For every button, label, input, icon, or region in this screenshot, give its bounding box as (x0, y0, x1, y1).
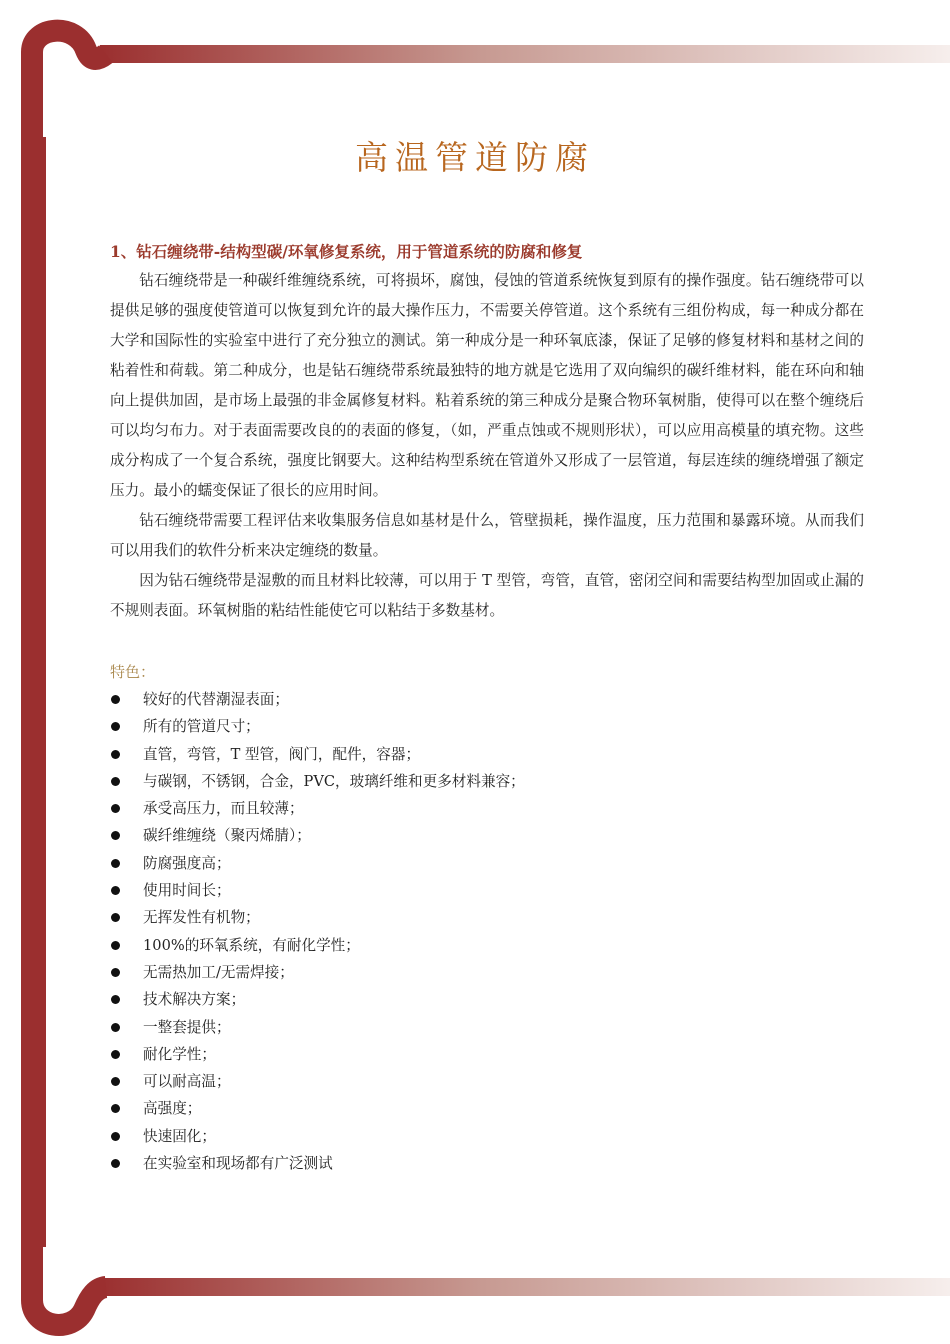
main-content (110, 238, 864, 1177)
list-item (110, 1014, 864, 1041)
bullet-icon (111, 750, 120, 759)
list-item (110, 1123, 864, 1150)
feature-text: 使用时间长； (143, 882, 231, 900)
bullet-icon (111, 968, 120, 977)
bullet-icon (111, 1077, 120, 1086)
list-item (110, 986, 864, 1013)
feature-text: 技术解决方案； (143, 991, 246, 1009)
list-item (110, 1041, 864, 1068)
bullet-icon (111, 831, 120, 840)
list-item (110, 850, 864, 877)
paragraph-2: 钻石缠绕带需要工程评估来收集服务信息如基材是什么，管壁损耗，操作温度，压力范围和暴露环境。从而我们可以用我们的软件分析来决定缠绕的数量。 (110, 512, 864, 559)
bottom-left-curl (32, 1240, 106, 1325)
bullet-icon (111, 1050, 120, 1059)
feature-text: 与碳钢，不锈钢，合金，PVC，玻璃纤维和更多材料兼容； (143, 772, 525, 790)
feature-text: 在实验室和现场都有广泛测试 (143, 1155, 333, 1173)
list-item (110, 877, 864, 904)
bullet-icon (111, 886, 120, 895)
bullet-icon (111, 1132, 120, 1141)
feature-text: 防腐强度高； (143, 854, 231, 872)
bullet-icon (111, 1104, 120, 1113)
bullet-icon (111, 1023, 120, 1032)
paragraph-1: 钻石缠绕带是一种碳纤维缠绕系统，可将损坏，腐蚀，侵蚀的管道系统恢复到原有的操作强度。钻石缠绕带可以提供足够的强度使管道可以恢复到允许的最大操作压力，不需要关停管道。这个系统有三组份构成，每一种成分都在大学和国际性的实验室中进行了充分独立的测试。第一种成分是一种环氧底漆，保证了足够的修复材料和基材之间的粘着性和荷载。第二种成分，也是钻石缠绕带系统最独特的地方就是它选用了双向编织的碳纤维材料，能在环向和轴向上提供加固，是市场上最强的非金属修复材料。粘着系统的第三种成分是聚合物环氧树脂，使得可以在整个缠绕后可以均匀布力。对于表面需要改良的的表面的修复，（如，严重点蚀或不规则形状），可以应用高模量的填充物。这些成分构成了一个复合系统，强度比钢要大。这种结构型系统在管道外又形成了一层管道，每层连续的缠绕增强了额定压力。最小的蠕变保证了很长的应用时间。 (110, 272, 864, 499)
list-item (110, 904, 864, 931)
list-item (110, 822, 864, 849)
bullet-icon (111, 941, 120, 950)
bottom-band (100, 1278, 950, 1296)
feature-text: 无需热加工/无需焊接； (143, 963, 294, 981)
list-item (110, 1150, 864, 1177)
feature-text: 无挥发性有机物； (143, 909, 260, 927)
bullet-icon (111, 777, 120, 786)
bullet-icon (111, 804, 120, 813)
feature-text: 碳纤维缠绕（聚丙烯腈）； (143, 827, 311, 845)
bullet-icon (111, 695, 120, 704)
bullet-icon (111, 722, 120, 731)
feature-text: 较好的代替潮湿表面； (143, 691, 289, 708)
feature-text: 所有的管道尺寸； (143, 718, 260, 736)
list-item (110, 768, 864, 795)
list-item (110, 1095, 864, 1122)
feature-text: 直管，弯管，T 型管，阀门，配件，容器； (143, 745, 421, 763)
feature-text: 耐化学性； (143, 1045, 216, 1063)
page-title: 高温管道防腐 (355, 138, 595, 177)
feature-text: 快速固化； (143, 1127, 216, 1145)
list-item (110, 713, 864, 740)
feature-text: 高强度； (143, 1100, 202, 1118)
list-item (110, 686, 864, 713)
feature-text: 可以耐高温； (143, 1073, 231, 1091)
bullet-icon (111, 913, 120, 922)
feature-text: 承受高压力，而且较薄； (143, 800, 304, 818)
features-list (110, 686, 864, 1177)
top-band (100, 45, 950, 63)
list-item (110, 959, 864, 986)
section-heading: 1、钻石缠绕带-结构型碳/环氧修复系统，用于管道系统的防腐和修复 (110, 242, 583, 261)
bullet-icon (111, 995, 120, 1004)
feature-text: 一整套提供； (143, 1018, 231, 1036)
bullet-icon (111, 1159, 120, 1168)
left-bar (21, 137, 46, 1247)
features-label: 特色： (110, 663, 156, 681)
list-item (110, 1068, 864, 1095)
paragraph-3: 因为钻石缠绕带是湿敷的而且材料比较薄，可以用于 T 型管，弯管，直管，密闭空间和需要结构型加固或止漏的不规则表面。环氧树脂的粘结性能使它可以粘结于多数基材。 (110, 572, 864, 619)
list-item (110, 795, 864, 822)
bullet-icon (111, 859, 120, 868)
list-item (110, 932, 864, 959)
feature-text: 100%的环氧系统，有耐化学性； (143, 936, 360, 954)
list-item (110, 741, 864, 768)
